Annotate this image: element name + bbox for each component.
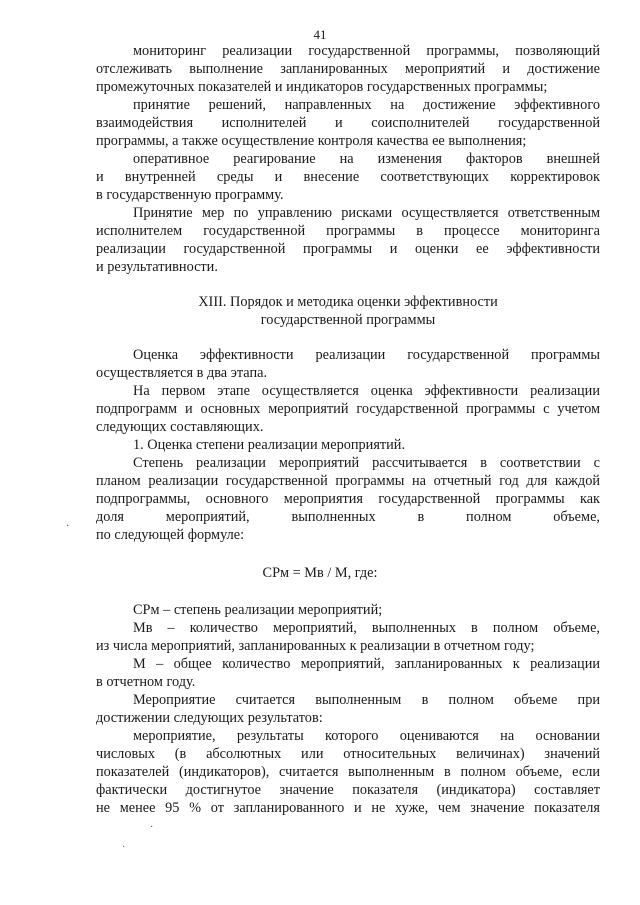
text-line: осуществляется в два этапа.: [96, 365, 268, 381]
text-line: подпрограмм и основных мероприятий государственной программы с учетом: [96, 401, 600, 417]
text-line: реализации государственной программы и оценки ее эффективности: [96, 241, 600, 257]
text-line: из числа мероприятий, запланированных к реализации в отчетном году;: [96, 638, 535, 654]
scan-speck: ·: [122, 842, 126, 853]
text-line: показателей (индикаторов), считается выполненным в полном объеме, если: [96, 764, 600, 780]
text-line: СРм – степень реализации мероприятий;: [133, 602, 383, 618]
text-line: 1. Оценка степени реализации мероприятий.: [133, 437, 406, 453]
text-line: мероприятие, результаты которого оцениваются на основании: [133, 728, 600, 744]
text-line: На первом этапе осуществляется оценка эффективности реализации: [133, 383, 600, 399]
text-line: фактически достигнутое значение показателя (индикатора) составляет: [96, 782, 600, 798]
section-heading: государственной программы: [260, 312, 436, 328]
text-line: планом реализации государственной программы на отчетный год для каждой: [96, 473, 600, 489]
text-line: Принятие мер по управлению рисками осуществляется ответственным: [133, 205, 600, 221]
text-line: программы, а также осуществление контроля качества ее выполнения;: [96, 133, 527, 149]
formula: СРм = Мв / М, где:: [262, 565, 378, 581]
text-line: и внутренней среды и внесение соответствующих корректировок: [96, 169, 600, 185]
text-line: по следующей формуле:: [96, 527, 245, 543]
page-number: 41: [313, 27, 327, 42]
text-line: отслеживать выполнение запланированных мероприятий и достижение: [96, 61, 600, 77]
text-line: в отчетном году.: [96, 674, 196, 690]
text-line: Оценка эффективности реализации государственной программы: [133, 347, 600, 363]
text-line: доля мероприятий, выполненных в полном объеме,: [96, 509, 600, 525]
text-line: исполнителем государственной программы в процессе мониторинга: [96, 223, 600, 239]
text-line: и результативности.: [96, 259, 218, 275]
text-line: мониторинг реализации государственной программы, позволяющий: [133, 43, 600, 59]
text-line: промежуточных показателей и индикаторов государственных программы;: [96, 79, 548, 95]
text-line: следующих составляющих.: [96, 419, 264, 435]
text-line: достижении следующих результатов:: [96, 710, 323, 726]
scan-speck: ·: [66, 521, 70, 532]
text-line: Мв – количество мероприятий, выполненных в полном объеме,: [133, 620, 600, 636]
text-line: числовых (в абсолютных или относительных величинах) значений: [96, 746, 600, 762]
text-line: М – общее количество мероприятий, запланированных к реализации: [133, 656, 600, 672]
text-line: взаимодействия исполнителей и соисполнителей государственной: [96, 115, 600, 131]
section-heading: XIII. Порядок и методика оценки эффективности: [198, 294, 498, 310]
text-line: не менее 95 % от запланированного и не хуже, чем значение показателя: [96, 800, 600, 816]
text-line: в государственную программу.: [96, 187, 284, 203]
text-line: подпрограммы, основного мероприятия государственной программы как: [96, 491, 600, 507]
text-line: Степень реализации мероприятий рассчитывается в соответствии с: [133, 455, 600, 471]
scan-speck: ·: [150, 822, 154, 833]
text-line: Мероприятие считается выполненным в полном объеме при: [133, 692, 600, 708]
text-line: принятие решений, направленных на достижение эффективного: [133, 97, 600, 113]
text-line: оперативное реагирование на изменения факторов внешней: [133, 151, 600, 167]
